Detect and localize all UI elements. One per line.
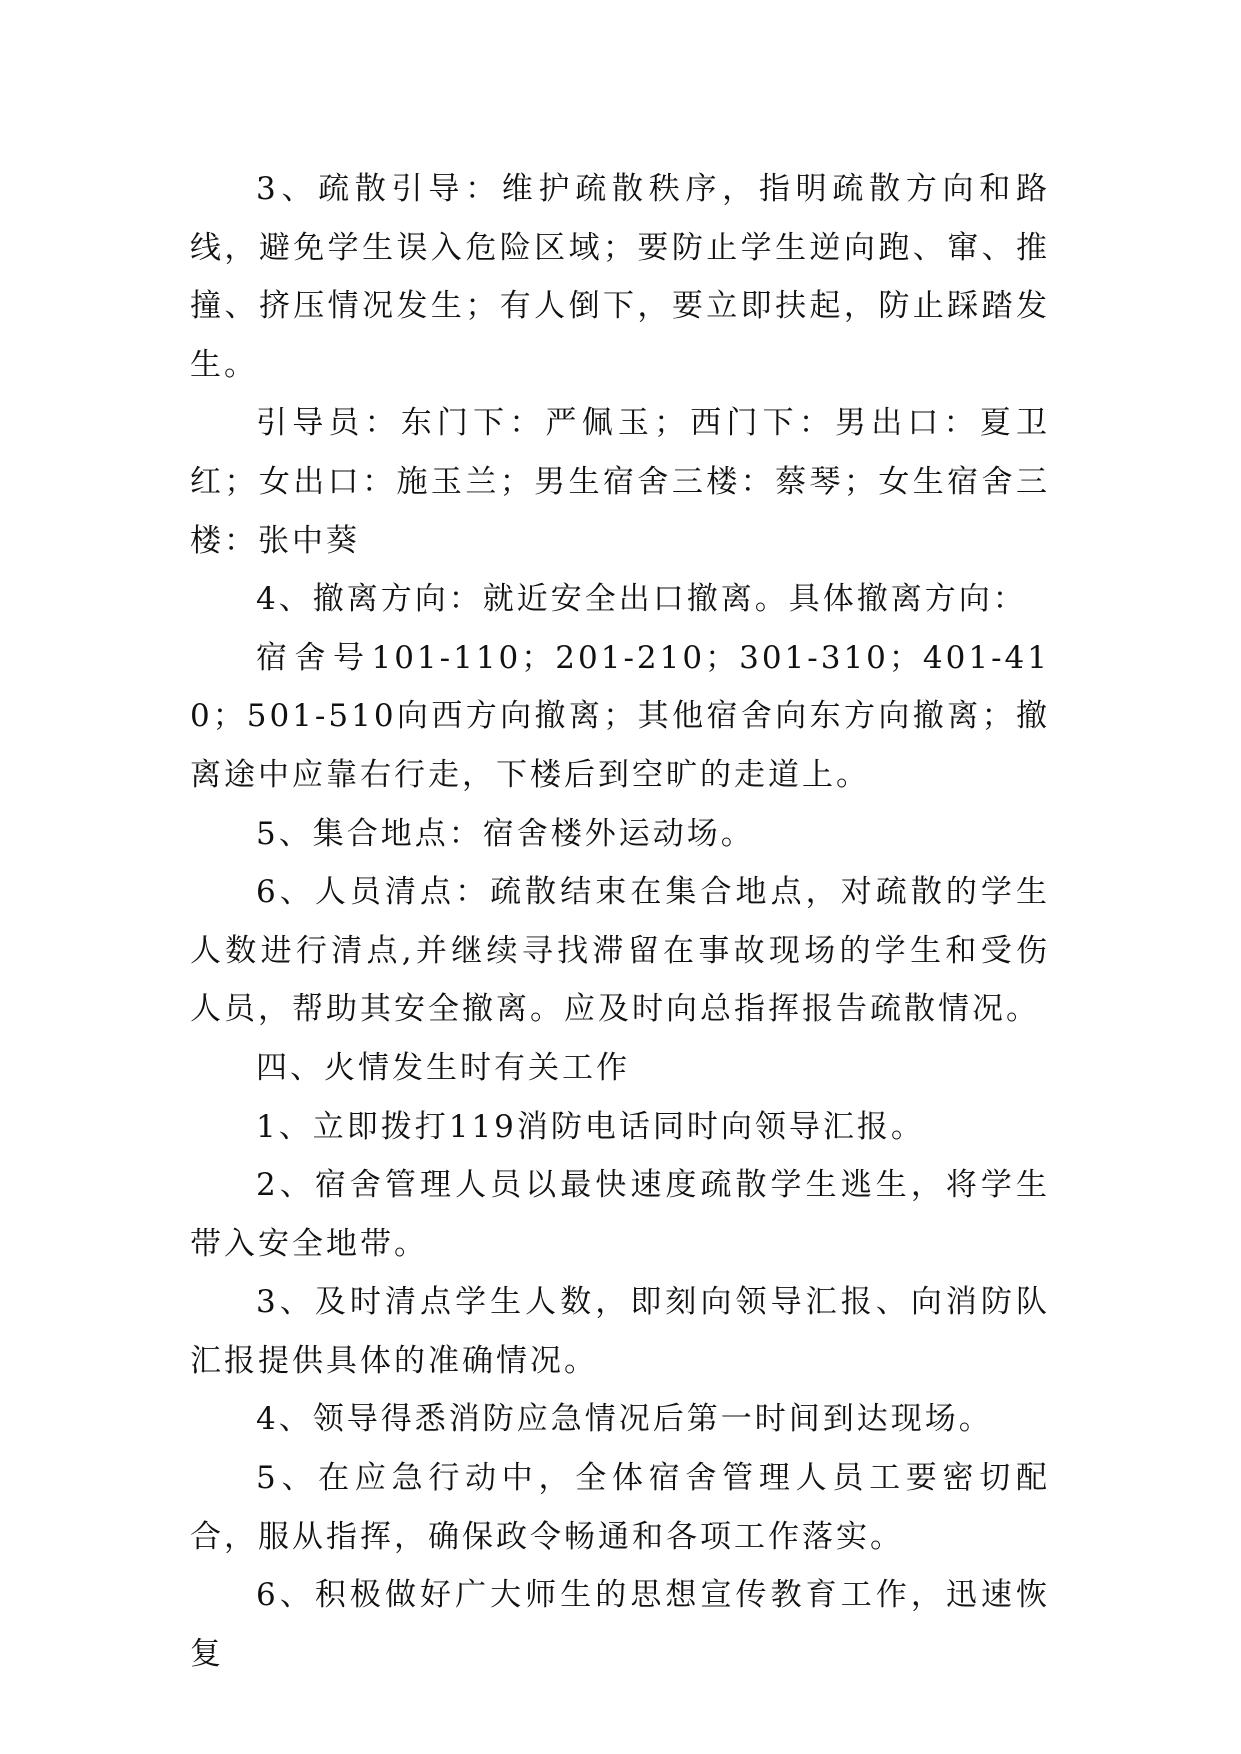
paragraph-evacuation-guidance: 3、疏散引导：维护疏散秩序，指明疏散方向和路线，避免学生误入危险区域；要防止学生逆向跑、窜、推撞、挤压情况发生；有人倒下，要立即扶起，防止踩踏发生。 (190, 171, 1050, 383)
paragraph-evacuate-students: 2、宿舍管理人员以最快速度疏散学生逃生，将学生带入安全地带。 (190, 1167, 1050, 1262)
document-body (190, 160, 1050, 1683)
section-heading-fire-work: 四、火情发生时有关工作 (256, 1049, 630, 1086)
paragraph-assembly-point: 5、集合地点：宿舍楼外运动场。 (256, 815, 755, 852)
paragraph-evacuation-direction: 4、撤离方向：就近安全出口撤离。具体撤离方向： (256, 581, 1027, 618)
paragraph-leaders-arrive: 4、领导得悉消防应急情况后第一时间到达现场。 (256, 1401, 993, 1438)
paragraph-dorm-numbers: 宿舍号101-110；201-210；301-310；401-410；501-510向西方向撤离；其他宿舍向东方向撤离；撤离途中应靠右行走，下楼后到空旷的走道上。 (190, 639, 1050, 793)
paragraph-guides: 引导员：东门下：严佩玉；西门下：男出口：夏卫红；女出口：施玉兰；男生宿舍三楼：蔡琴；女生宿舍三楼：张中葵 (190, 405, 1050, 559)
paragraph-count-students: 3、及时清点学生人数，即刻向领导汇报、向消防队汇报提供具体的准确情况。 (190, 1284, 1050, 1379)
paragraph-call-119: 1、立即拨打119消防电话同时向领导汇报。 (256, 1108, 925, 1145)
paragraph-headcount: 6、人员清点：疏散结束在集合地点，对疏散的学生人数进行清点,并继续寻找滞留在事故现场的学生和受伤人员，帮助其安全撤离。应及时向总指挥报告疏散情况。 (190, 874, 1050, 1028)
paragraph-cooperation: 5、在应急行动中，全体宿舍管理人员工要密切配合，服从指挥，确保政令畅通和各项工作落实。 (190, 1460, 1050, 1555)
paragraph-education: 6、积极做好广大师生的思想宣传教育工作，迅速恢复 (190, 1577, 1050, 1672)
